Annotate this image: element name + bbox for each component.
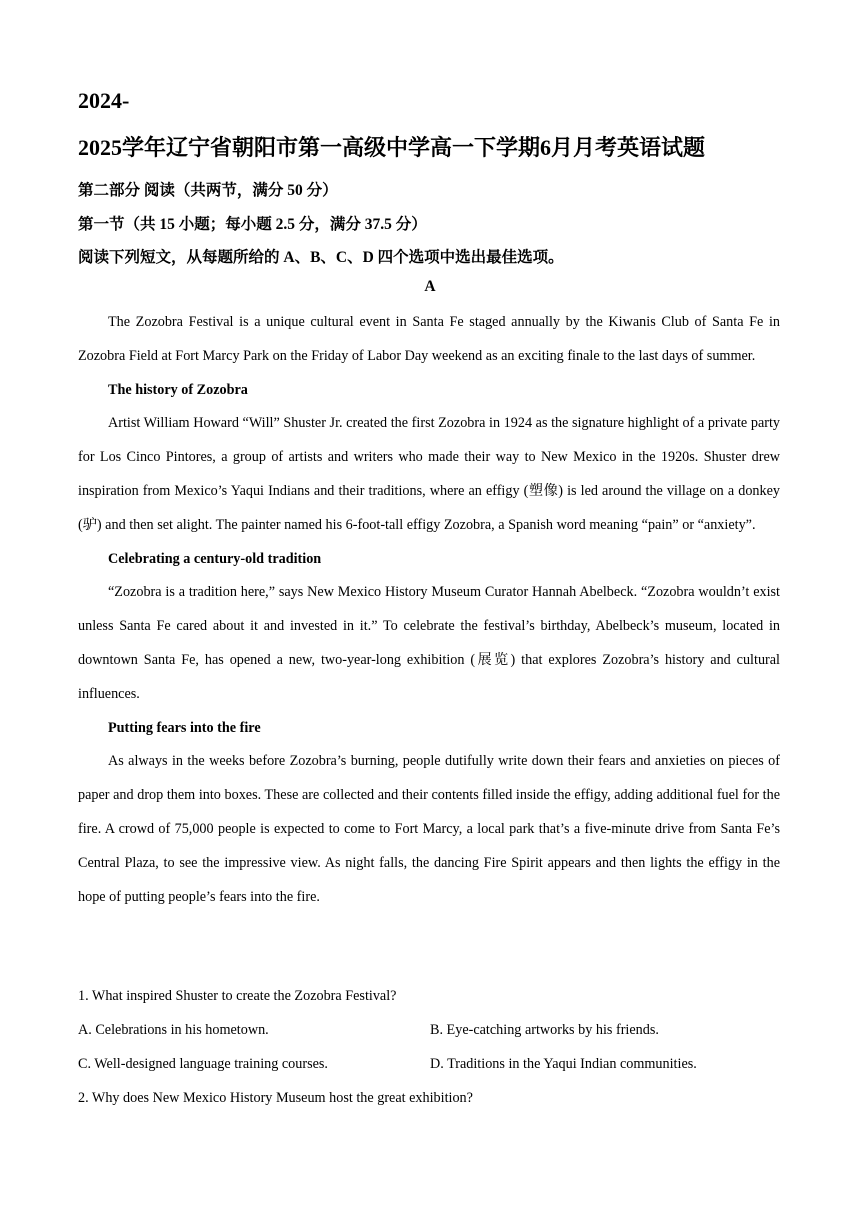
instruction-text: 阅读下列短文，从每题所给的 A、B、C、D 四个选项中选出最佳选项。	[78, 249, 564, 266]
exam-title-line-2: 2025学年辽宁省朝阳市第一高级中学高一下学期6月月考英语试题	[78, 135, 706, 160]
section-text-fire: As always in the weeks before Zozobra’s burning, people dutifully write down their fears and anxieties on pieces of paper and drop them into boxes. These are collected and their contents filled inside the effigy, adding additional fuel for the fire. A crowd of 75,000 people is expected to come to Fort Marcy, a local park that’s a five-minute drive from Santa Fe’s Central Plaza, to see the impressive view. As night falls, the dancing Fire Spirit appears and then lights the effigy in the hope of putting people’s fears into the fire.	[78, 753, 780, 905]
section-heading: 第一节（共 15 小题；每小题 2.5 分，满分 37.5 分）	[78, 216, 427, 233]
section-heading-fire: Putting fears into the fire	[108, 719, 261, 736]
exam-title-line-1: 2024-	[78, 88, 130, 113]
question-1-stem: 1. What inspired Shuster to create the Zozobra Festival?	[78, 988, 397, 1004]
section-heading-history: The history of Zozobra	[108, 381, 248, 398]
section-text-history: Artist William Howard “Will” Shuster Jr. created the first Zozobra in 1924 as the signature highlight of a private party for Los Cinco Pintores, a group of artists and writers who made their way to New Mexico in the 1920s. Shuster drew inspiration from Mexico’s Yaqui Indians and their traditions, where an effigy (塑像) is led around the village on a donkey (驴) and then set alight. The painter named his 6-foot-tall effigy Zozobra, a Spanish word meaning “pain” or “anxiety”.	[78, 415, 780, 533]
question-2-stem: 2. Why does New Mexico History Museum host the great exhibition?	[78, 1090, 473, 1106]
part-heading: 第二部分 阅读（共两节，满分 50 分）	[78, 182, 338, 199]
section-heading-tradition: Celebrating a century-old tradition	[108, 550, 322, 567]
passage-label: A	[424, 278, 436, 295]
passage-intro: The Zozobra Festival is a unique cultural event in Santa Fe staged annually by the Kiwanis Club of Santa Fe in Zozobra Field at Fort Marcy Park on the Friday of Labor Day weekend as an exciting finale to the last days of summer.	[78, 314, 780, 364]
question-1-option-c: C. Well-designed language training courses.	[78, 1056, 328, 1072]
question-1-option-b: B. Eye-catching artworks by his friends.	[430, 1022, 659, 1038]
section-text-tradition: “Zozobra is a tradition here,” says New Mexico History Museum Curator Hannah Abelbeck. “Zozobra wouldn’t exist unless Santa Fe cared about it and invested in it.” To celebrate the festival’s birthday, Abelbeck’s museum, located in downtown Santa Fe, has opened a new, two-year-long exhibition (展览) that explores Zozobra’s history and cultural influences.	[78, 584, 780, 702]
passage-body	[78, 306, 780, 914]
question-1-option-a: A. Celebrations in his hometown.	[78, 1022, 269, 1038]
question-1-option-d: D. Traditions in the Yaqui Indian communities.	[430, 1056, 697, 1072]
